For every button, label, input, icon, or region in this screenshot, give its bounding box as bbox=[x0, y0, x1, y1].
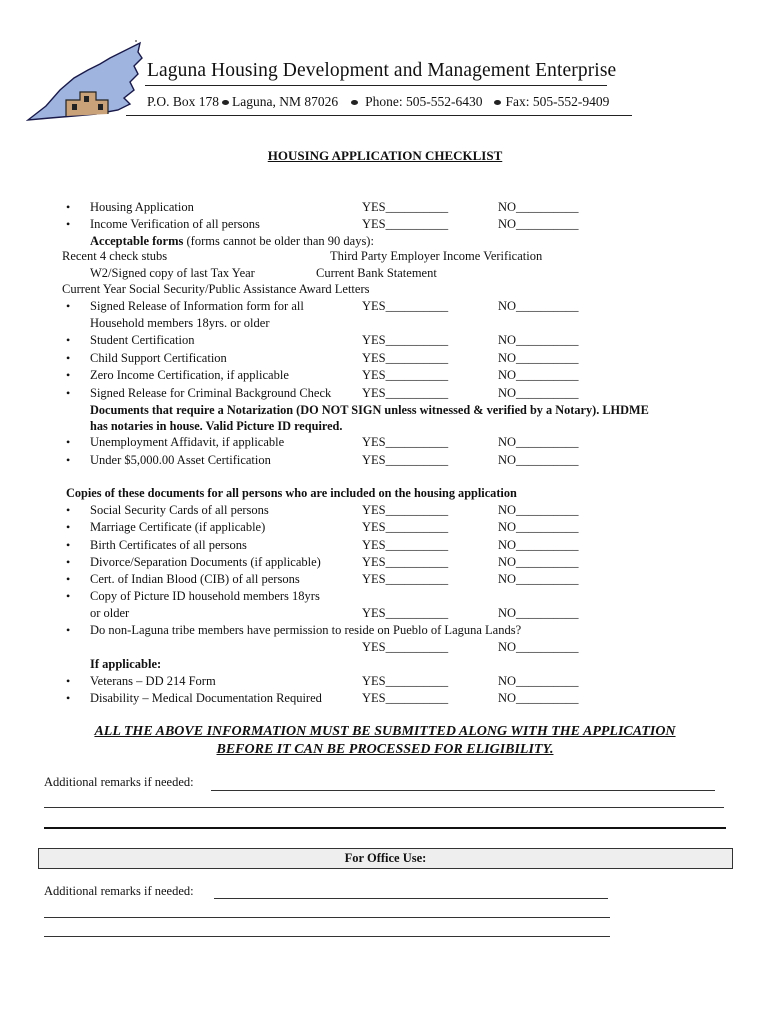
item-student-certification: Student Certification bbox=[90, 333, 195, 347]
item-criminal-background: Signed Release for Criminal Background Check bbox=[90, 386, 332, 400]
item-birth-certificates: Birth Certificates of all persons bbox=[90, 538, 247, 552]
yes-field[interactable]: YES__________ bbox=[362, 333, 449, 347]
yes-field[interactable]: YES__________ bbox=[362, 299, 449, 313]
no-field[interactable]: NO__________ bbox=[498, 351, 579, 365]
yes-field[interactable]: YES__________ bbox=[362, 386, 449, 400]
item-release-information: Signed Release of Information form for all bbox=[90, 299, 304, 313]
yes-field[interactable]: YES__________ bbox=[362, 351, 449, 365]
no-field[interactable]: NO__________ bbox=[498, 386, 579, 400]
office-remarks-line[interactable] bbox=[44, 917, 610, 918]
no-field[interactable]: NO__________ bbox=[498, 538, 579, 552]
contact-info bbox=[147, 94, 609, 110]
acceptable-forms-note: (forms cannot be older than 90 days): bbox=[183, 234, 374, 248]
bullet-icon: • bbox=[66, 333, 71, 347]
bullet-icon: • bbox=[66, 200, 71, 214]
yes-field[interactable]: YES__________ bbox=[362, 453, 449, 467]
no-field[interactable]: NO__________ bbox=[498, 200, 579, 214]
no-field[interactable]: NO__________ bbox=[498, 520, 579, 534]
item-laguna-permission: Do non-Laguna tribe members have permission to reside on Pueblo of Laguna Lands? bbox=[90, 623, 522, 637]
no-field[interactable]: NO__________ bbox=[498, 572, 579, 586]
no-field[interactable]: NO__________ bbox=[498, 217, 579, 231]
acceptable-forms-label: Acceptable forms bbox=[90, 234, 184, 248]
no-field[interactable]: NO__________ bbox=[498, 299, 579, 313]
yes-field[interactable]: YES__________ bbox=[362, 538, 449, 552]
item-asset-certification: Under $5,000.00 Asset Certification bbox=[90, 453, 271, 467]
copies-heading: Copies of these documents for all persons who are included on the housing application bbox=[66, 486, 517, 500]
item-unemployment: Unemployment Affidavit, if applicable bbox=[90, 435, 285, 449]
yes-field[interactable]: YES__________ bbox=[362, 503, 449, 517]
no-field[interactable]: NO__________ bbox=[498, 503, 579, 517]
item-zero-income: Zero Income Certification, if applicable bbox=[90, 368, 289, 382]
no-field[interactable]: NO__________ bbox=[498, 691, 579, 705]
item-ss-cards: Social Security Cards of all persons bbox=[90, 503, 269, 517]
yes-field[interactable]: YES__________ bbox=[362, 200, 449, 214]
yes-field[interactable]: YES__________ bbox=[362, 435, 449, 449]
yes-field[interactable]: YES__________ bbox=[362, 217, 449, 231]
phone-number: Phone: 505-552-6430 bbox=[365, 94, 483, 109]
item-release-information-cont: Household members 18yrs. or older bbox=[90, 316, 270, 330]
bullet-icon: • bbox=[66, 453, 71, 467]
header-rule bbox=[145, 85, 607, 86]
item-picture-id-cont: or older bbox=[90, 606, 130, 620]
office-remarks-line[interactable] bbox=[214, 898, 608, 899]
bullet-icon: • bbox=[66, 368, 71, 382]
bullet-icon: • bbox=[66, 555, 71, 569]
lhdme-logo bbox=[26, 40, 146, 122]
fax-number: Fax: 505-552-9409 bbox=[505, 94, 610, 109]
form-bank-statement: Current Bank Statement bbox=[316, 266, 437, 280]
section-divider bbox=[44, 827, 726, 829]
yes-field[interactable]: YES__________ bbox=[362, 606, 449, 620]
form-third-party: Third Party Employer Income Verification bbox=[330, 249, 543, 263]
submission-notice-cont: BEFORE IT CAN BE PROCESSED FOR ELIGIBILITY. bbox=[216, 742, 554, 757]
no-field[interactable]: NO__________ bbox=[498, 606, 579, 620]
remarks-line[interactable] bbox=[211, 790, 715, 791]
yes-field[interactable]: YES__________ bbox=[362, 572, 449, 586]
bullet-icon: • bbox=[66, 299, 71, 313]
bullet-icon: • bbox=[66, 589, 71, 603]
yes-field[interactable]: YES__________ bbox=[362, 520, 449, 534]
item-disability: Disability – Medical Documentation Required bbox=[90, 691, 322, 705]
item-income-verification: Income Verification of all persons bbox=[90, 217, 260, 231]
no-field[interactable]: NO__________ bbox=[498, 453, 579, 467]
remarks-line[interactable] bbox=[44, 807, 724, 808]
item-housing-application: Housing Application bbox=[90, 200, 194, 214]
item-divorce-documents: Divorce/Separation Documents (if applicable) bbox=[90, 555, 321, 569]
bullet-icon: • bbox=[66, 435, 71, 449]
bullet-icon: • bbox=[66, 572, 71, 586]
bullet-icon: • bbox=[66, 217, 71, 231]
submission-notice: ALL THE ABOVE INFORMATION MUST BE SUBMITTED ALONG WITH THE APPLICATION bbox=[94, 724, 676, 739]
no-field[interactable]: NO__________ bbox=[498, 555, 579, 569]
bullet-icon: • bbox=[66, 674, 71, 688]
if-applicable-heading: If applicable: bbox=[90, 657, 162, 671]
item-picture-id: Copy of Picture ID household members 18yrs bbox=[90, 589, 320, 603]
form-w2: W2/Signed copy of last Tax Year bbox=[90, 266, 255, 280]
bullet-icon: • bbox=[66, 503, 71, 517]
form-check-stubs: Recent 4 check stubs bbox=[62, 249, 168, 263]
bullet-icon: • bbox=[66, 351, 71, 365]
item-cib: Cert. of Indian Blood (CIB) of all persons bbox=[90, 572, 300, 586]
po-box: P.O. Box 178 bbox=[147, 94, 220, 109]
notary-notice-cont: has notaries in house. Valid Picture ID required. bbox=[90, 419, 343, 433]
bullet-dot-icon bbox=[351, 100, 358, 105]
bullet-icon: • bbox=[66, 520, 71, 534]
no-field[interactable]: NO__________ bbox=[498, 640, 579, 654]
bullet-icon: • bbox=[66, 691, 71, 705]
bullet-dot-icon bbox=[222, 100, 229, 105]
yes-field[interactable]: YES__________ bbox=[362, 555, 449, 569]
bullet-dot-icon bbox=[494, 100, 501, 105]
office-remarks-label: Additional remarks if needed: bbox=[44, 884, 194, 898]
yes-field[interactable]: YES__________ bbox=[362, 674, 449, 688]
no-field[interactable]: NO__________ bbox=[498, 368, 579, 382]
no-field[interactable]: NO__________ bbox=[498, 435, 579, 449]
item-veterans: Veterans – DD 214 Form bbox=[90, 674, 216, 688]
item-child-support: Child Support Certification bbox=[90, 351, 227, 365]
no-field[interactable]: NO__________ bbox=[498, 674, 579, 688]
remarks-label: Additional remarks if needed: bbox=[44, 775, 194, 789]
office-remarks-line[interactable] bbox=[44, 936, 610, 937]
bullet-icon: • bbox=[66, 386, 71, 400]
bullet-icon: • bbox=[66, 538, 71, 552]
item-marriage-certificate: Marriage Certificate (if applicable) bbox=[90, 520, 266, 534]
form-ss-letters: Current Year Social Security/Public Assistance Award Letters bbox=[62, 282, 370, 296]
city-address: Laguna, NM 87026 bbox=[232, 94, 339, 109]
yes-field[interactable]: YES__________ bbox=[362, 640, 449, 654]
bullet-icon: • bbox=[66, 623, 71, 637]
yes-field[interactable]: YES__________ bbox=[362, 691, 449, 705]
yes-field[interactable]: YES__________ bbox=[362, 368, 449, 382]
header-rule-lower bbox=[126, 115, 632, 116]
organization-name: Laguna Housing Development and Management Enterprise bbox=[147, 60, 617, 81]
notary-notice: Documents that require a Notarization (DO NOT SIGN unless witnessed & verified by a Notary). LHDME bbox=[90, 403, 649, 417]
page-title: HOUSING APPLICATION CHECKLIST bbox=[267, 148, 503, 163]
no-field[interactable]: NO__________ bbox=[498, 333, 579, 347]
office-use-banner: For Office Use: bbox=[38, 848, 733, 869]
